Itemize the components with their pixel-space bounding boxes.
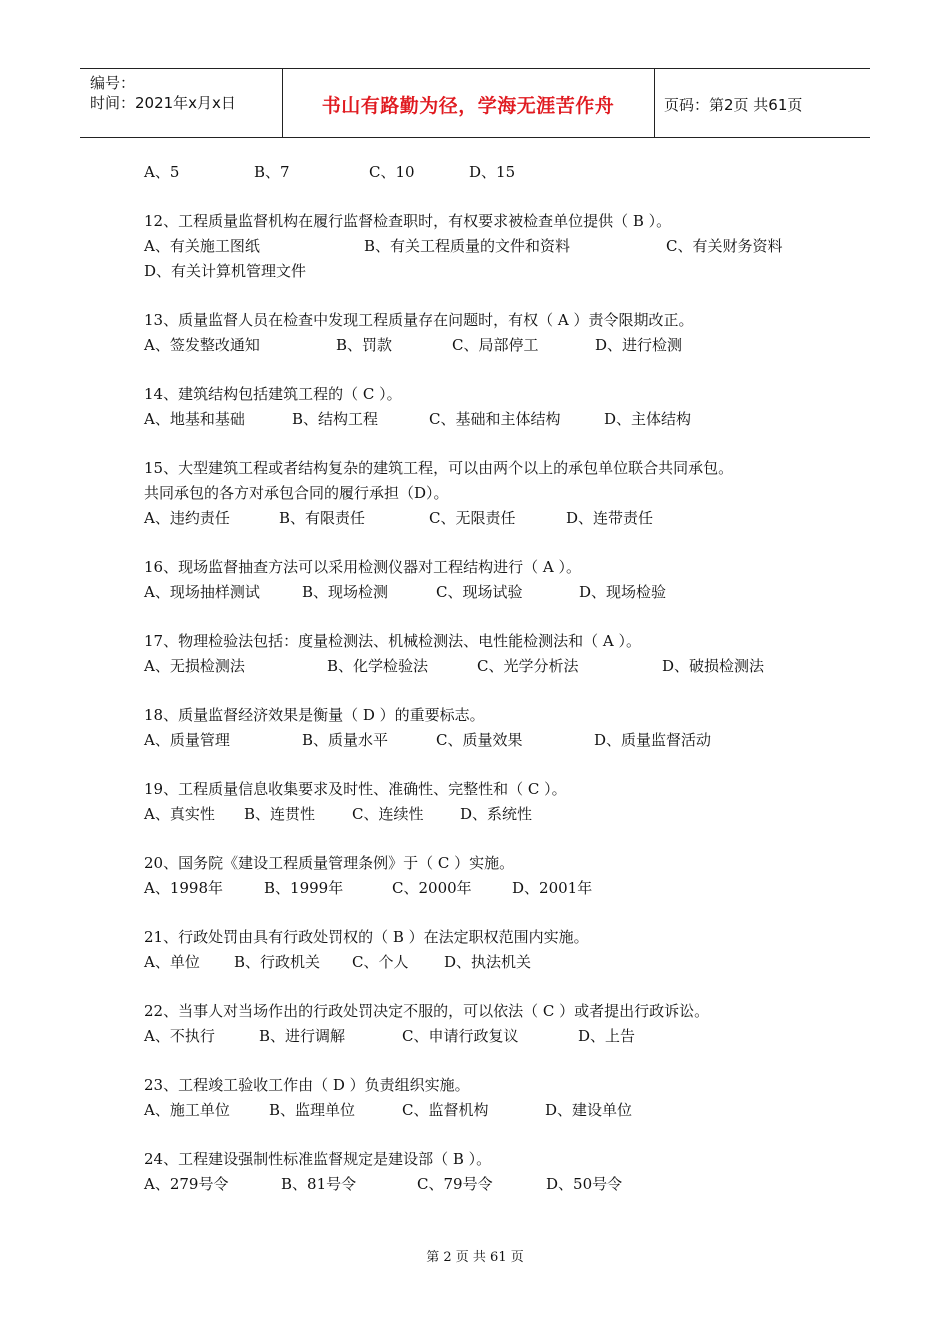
answer-option: D、执法机关: [444, 953, 532, 971]
number-label: 编号：: [90, 74, 136, 92]
question-stem: 12、工程质量监督机构在履行监督检查职时，有权要求被检查单位提供（ B ）。: [144, 212, 672, 230]
option-row: [144, 876, 834, 901]
answer-option: A、真实性: [144, 805, 215, 823]
option-row: [144, 160, 834, 185]
header-meta: [90, 73, 236, 113]
question-stem: 22、当事人对当场作出的行政处罚决定不服的，可以依法（ C ）或者提出行政诉讼。: [144, 1002, 710, 1020]
header-page-info: 页码：第2页 共61页: [664, 96, 803, 114]
answer-option: B、结构工程: [292, 410, 379, 428]
answer-option: B、现场检测: [302, 583, 389, 601]
question-block: [144, 999, 834, 1049]
answer-option: B、7: [254, 163, 290, 181]
answer-option: B、连贯性: [244, 805, 316, 823]
answer-option: D、现场检验: [579, 583, 667, 601]
answer-option: C、无限责任: [429, 509, 516, 527]
answer-option: C、质量效果: [436, 731, 523, 749]
answer-option: C、有关财务资料: [666, 237, 783, 255]
answer-option: C、2000年: [392, 879, 472, 897]
answer-option: D、破损检测法: [662, 657, 765, 675]
answer-option: C、光学分析法: [477, 657, 579, 675]
question-stem: 23、工程竣工验收工作由（ D ）负责组织实施。: [144, 1076, 470, 1094]
answer-option: B、1999年: [264, 879, 344, 897]
answer-option: D、有关计算机管理文件: [144, 262, 307, 280]
option-row: [144, 1172, 834, 1197]
question-block: [144, 308, 834, 358]
answer-option: B、行政机关: [234, 953, 321, 971]
answer-option: C、局部停工: [452, 336, 539, 354]
header-divider: [654, 69, 655, 137]
question-stem: 18、质量监督经济效果是衡量（ D ）的重要标志。: [144, 706, 485, 724]
answer-option: D、建设单位: [545, 1101, 633, 1119]
question-stem: 共同承包的各方对承包合同的履行承担（D）。: [144, 484, 449, 502]
option-row: [144, 259, 834, 284]
option-row: [144, 580, 834, 605]
answer-option: B、质量水平: [302, 731, 389, 749]
answer-option: B、有关工程质量的文件和资料: [364, 237, 571, 255]
answer-option: C、10: [369, 163, 415, 181]
answer-option: C、个人: [352, 953, 409, 971]
question-block: [144, 1147, 834, 1197]
question-block: [144, 160, 834, 185]
answer-option: B、81号令: [281, 1175, 357, 1193]
page-footer: 第 2 页 共 61 页: [426, 1250, 524, 1265]
question-stem: 16、现场监督抽查方法可以采用检测仪器对工程结构进行（ A ）。: [144, 558, 581, 576]
answer-option: A、违约责任: [144, 509, 230, 527]
answer-option: A、1998年: [144, 879, 224, 897]
answer-option: A、无损检测法: [144, 657, 245, 675]
answer-option: D、系统性: [460, 805, 533, 823]
answer-option: A、施工单位: [144, 1101, 230, 1119]
question-stem: 13、质量监督人员在检查中发现工程质量存在问题时，有权（ A ）责令限期改正。: [144, 311, 694, 329]
question-stem: 21、行政处罚由具有行政处罚权的（ B ）在法定职权范围内实施。: [144, 928, 589, 946]
time-label: 时间：2021年x月x日: [90, 94, 236, 112]
question-stem: 15、大型建筑工程或者结构复杂的建筑工程，可以由两个以上的承包单位联合共同承包。: [144, 459, 734, 477]
question-block: [144, 925, 834, 975]
option-row: [144, 654, 834, 679]
question-block: [144, 777, 834, 827]
option-row: [144, 1098, 834, 1123]
answer-option: B、化学检验法: [327, 657, 429, 675]
answer-option: D、连带责任: [566, 509, 654, 527]
answer-option: A、不执行: [144, 1027, 215, 1045]
option-row: [144, 506, 834, 531]
option-row: [144, 333, 834, 358]
answer-option: D、2001年: [512, 879, 593, 897]
question-block: [144, 703, 834, 753]
question-block: [144, 851, 834, 901]
answer-option: C、基础和主体结构: [429, 410, 561, 428]
answer-option: D、15: [469, 163, 516, 181]
question-block: [144, 629, 834, 679]
question-list: [144, 160, 834, 1221]
answer-option: A、有关施工图纸: [144, 237, 260, 255]
option-row: [144, 728, 834, 753]
answer-option: C、监督机构: [402, 1101, 489, 1119]
answer-option: D、50号令: [546, 1175, 623, 1193]
answer-option: C、现场试验: [436, 583, 523, 601]
question-stem: 17、物理检验法包括：度量检测法、机械检测法、电性能检测法和（ A ）。: [144, 632, 641, 650]
question-block: [144, 555, 834, 605]
answer-option: D、上告: [578, 1027, 636, 1045]
answer-option: B、罚款: [336, 336, 393, 354]
page-header: [80, 68, 870, 138]
answer-option: D、进行检测: [595, 336, 683, 354]
question-stem: 20、国务院《建设工程质量管理条例》于（ C ）实施。: [144, 854, 515, 872]
option-row: [144, 802, 834, 827]
answer-option: B、监理单位: [269, 1101, 356, 1119]
answer-option: A、签发整改通知: [144, 336, 260, 354]
answer-option: B、有限责任: [279, 509, 366, 527]
answer-option: C、连续性: [352, 805, 424, 823]
question-stem: 14、建筑结构包括建筑工程的（ C ）。: [144, 385, 402, 403]
answer-option: A、279号令: [144, 1175, 229, 1193]
question-stem: 19、工程质量信息收集要求及时性、准确性、完整性和（ C ）。: [144, 780, 567, 798]
question-block: [144, 382, 834, 432]
answer-option: A、单位: [144, 953, 200, 971]
option-row: [144, 1024, 834, 1049]
question-block: [144, 456, 834, 531]
question-stem: 24、工程建设强制性标准监督规定是建设部（ B ）。: [144, 1150, 492, 1168]
option-row: [144, 407, 834, 432]
answer-option: A、质量管理: [144, 731, 230, 749]
answer-option: C、79号令: [417, 1175, 493, 1193]
option-row: [144, 950, 834, 975]
answer-option: D、质量监督活动: [594, 731, 712, 749]
question-block: [144, 1073, 834, 1123]
question-block: [144, 209, 834, 284]
answer-option: C、申请行政复议: [402, 1027, 519, 1045]
answer-option: A、地基和基础: [144, 410, 245, 428]
answer-option: D、主体结构: [604, 410, 692, 428]
answer-option: A、现场抽样测试: [144, 583, 260, 601]
header-motto: 书山有路勤为径，学海无涯苦作舟: [321, 95, 615, 117]
option-row: [144, 234, 834, 259]
answer-option: B、进行调解: [259, 1027, 346, 1045]
answer-option: A、5: [144, 163, 180, 181]
